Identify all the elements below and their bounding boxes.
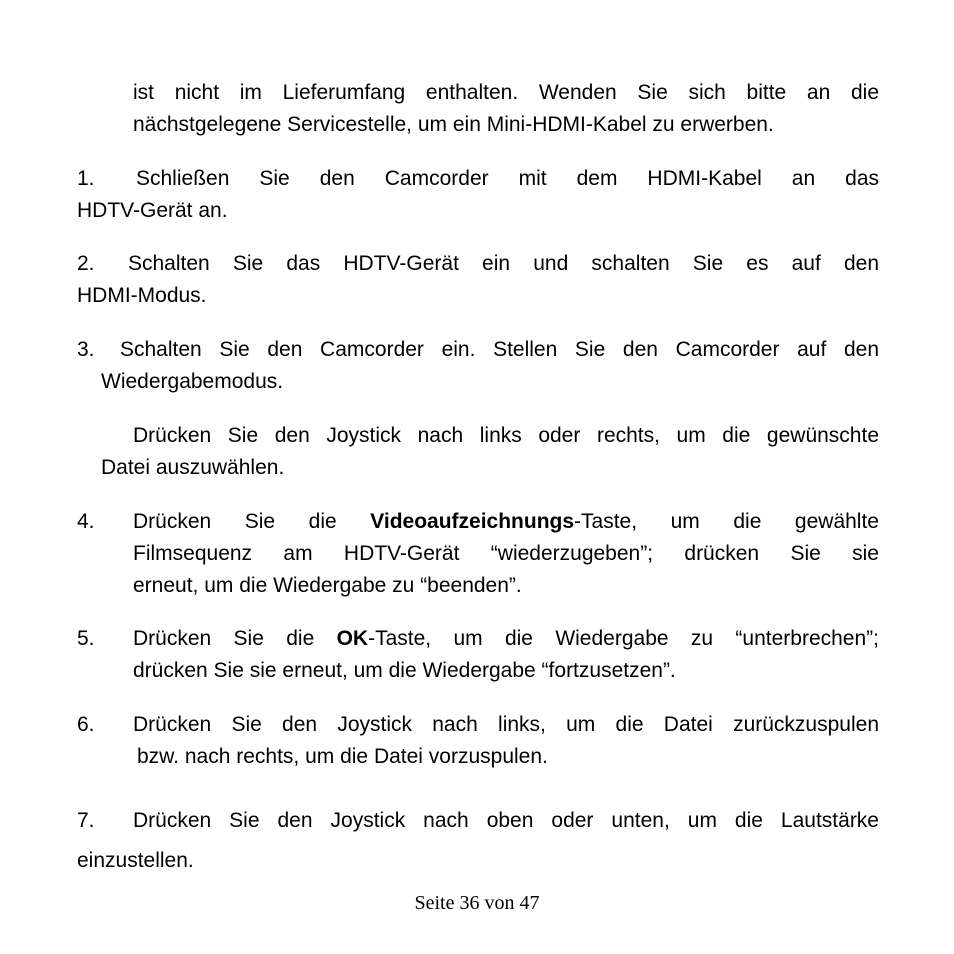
step-1-number: 1. [77, 167, 95, 190]
step-6-line-1: Drücken Sie den Joystick nach links, um die Datei zurückzuspulen [133, 713, 879, 736]
step-5-line-1 [133, 623, 879, 655]
step-2-line-1 [77, 248, 879, 280]
step-3-number: 3. [77, 338, 95, 361]
step-6 [133, 709, 879, 773]
step-4-number: 4. [77, 510, 95, 533]
step-3-text: Schalten Sie den Camcorder ein. Stellen Sie den Camcorder auf den [120, 338, 879, 361]
page-footer: Seite 36 von 47 [414, 892, 540, 914]
intro-paragraph [133, 77, 879, 141]
step-4-line-1 [133, 506, 879, 538]
note-line-1: Drücken Sie den Joystick nach links oder rechts, um die gewünschte [133, 424, 879, 447]
step-2-number: 2. [77, 252, 95, 275]
step-1 [77, 163, 879, 227]
video-record-key-label: Videoaufzeichnungs [370, 510, 575, 533]
step-1-text: Schließen Sie den Camcorder mit dem HDMI-Kabel an das [136, 167, 879, 190]
step-4-line-2: Filmsequenz am HDTV-Gerät “wiederzugeben”; drücken Sie sie [133, 542, 879, 565]
step-4-post: -Taste, um die gewählte [574, 510, 879, 533]
step-7-line-2: einzustellen. [77, 849, 194, 872]
step-5-post: -Taste, um die Wiedergabe zu “unterbrechen”; [368, 627, 879, 650]
step-3-note [101, 420, 879, 484]
step-5-number: 5. [77, 627, 95, 650]
step-6-number: 6. [77, 713, 95, 736]
step-7-number: 7. [77, 809, 95, 832]
step-4-line-3: erneut, um die Wiedergabe zu “beenden”. [133, 574, 522, 597]
step-2-line-2: HDMI-Modus. [77, 284, 207, 307]
intro-line-1: ist nicht im Lieferumfang enthalten. Wenden Sie sich bitte an die [133, 81, 879, 104]
step-7-line-1 [77, 801, 879, 841]
step-5-pre: Drücken Sie die [133, 627, 337, 650]
step-7-text: Drücken Sie den Joystick nach oben oder unten, um die Lautstärke [133, 809, 879, 832]
ok-key-label: OK [336, 627, 369, 650]
step-5 [133, 623, 879, 687]
note-line-2: Datei auszuwählen. [101, 456, 285, 479]
intro-line-2: nächstgelegene Servicestelle, um ein Mini-HDMI-Kabel zu erwerben. [133, 113, 774, 136]
step-6-line-2: bzw. nach rechts, um die Datei vorzuspulen. [137, 745, 548, 768]
step-5-line-2: drücken Sie sie erneut, um die Wiedergabe “fortzusetzen”. [133, 659, 676, 682]
step-4 [133, 506, 879, 602]
step-1-line-1 [77, 163, 879, 195]
step-3 [77, 334, 879, 398]
step-3-line-2: Wiedergabemodus. [101, 370, 284, 393]
step-4-pre: Drücken Sie die [133, 510, 371, 533]
step-2 [77, 248, 879, 312]
step-3-line-1 [77, 334, 879, 366]
step-2-text: Schalten Sie das HDTV-Gerät ein und schalten Sie es auf den [128, 252, 879, 275]
step-1-line-2: HDTV-Gerät an. [77, 199, 228, 222]
step-7 [77, 801, 879, 881]
